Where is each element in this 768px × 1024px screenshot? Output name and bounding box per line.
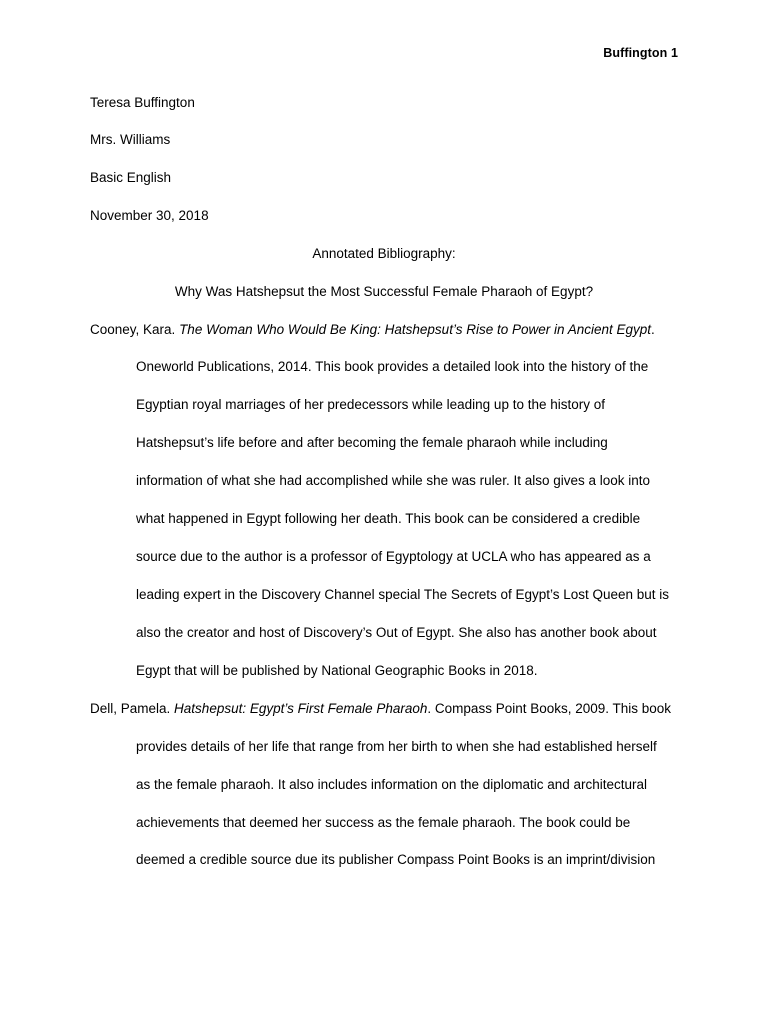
annotation-line: as the female pharaoh. It also includes information on the diplomatic and architectural [136,777,648,792]
annotation-line: what happened in Egypt following her death. This book can be considered a credible [136,511,641,526]
bibliography-entry-first-line [90,699,678,719]
entry-title: Hatshepsut: Egypt’s First Female Pharaoh [174,701,428,716]
annotation-line: Oneworld Publications, 2014. This book provides a detailed look into the history of the [136,359,649,374]
paper-title: Annotated Bibliography: [312,246,456,261]
bibliography-entry-first-line [90,320,678,340]
annotation-line: information of what she had accomplished while she was ruler. It also gives a look into [136,473,651,488]
annotation-line: source due to the author is a professor of Egyptology at UCLA who has appeared as a [136,549,651,564]
annotation-line: leading expert in the Discovery Channel special The Secrets of Egypt’s Lost Queen but is [136,587,670,602]
entry-suffix: . [651,322,655,337]
student-name: Teresa Buffington [90,95,195,110]
entry-suffix: . Compass Point Books, 2009. This book [427,701,672,716]
annotation-line: Egypt that will be published by National Geographic Books in 2018. [136,663,538,678]
entry-author: Cooney, Kara. [90,322,180,337]
entry-author: Dell, Pamela. [90,701,175,716]
annotation-line: deemed a credible source due its publisher Compass Point Books is an imprint/division [136,852,656,867]
running-header: Buffington 1 [603,46,678,60]
annotation-line: provides details of her life that range from her birth to when she had established herself [136,739,657,754]
annotation-line: Hatshepsut’s life before and after becoming the female pharaoh while including [136,435,608,450]
annotation-line: also the creator and host of Discovery’s Out of Egypt. She also has another book about [136,625,657,640]
entry-title: The Woman Who Would Be King: Hatshepsut’s Rise to Power in Ancient Egypt [179,322,652,337]
annotation-line: Egyptian royal marriages of her predecessors while leading up to the history of [136,397,605,412]
paper-date: November 30, 2018 [90,208,209,223]
course-name: Basic English [90,170,172,185]
paper-subtitle: Why Was Hatshepsut the Most Successful Female Pharaoh of Egypt? [174,284,594,299]
annotation-line: achievements that deemed her success as the female pharaoh. The book could be [136,815,631,830]
teacher-name: Mrs. Williams [90,132,171,147]
